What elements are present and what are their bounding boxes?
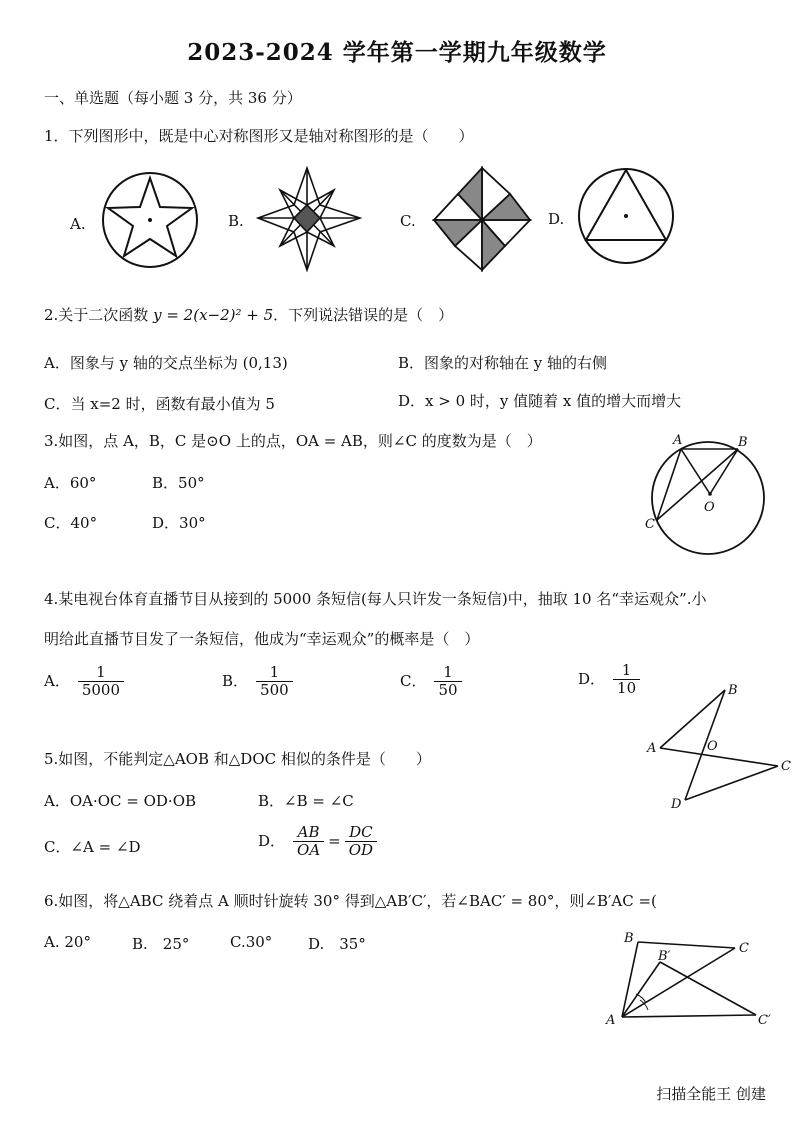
q4-option-a-num: 1	[96, 663, 106, 681]
section-heading: 一、单选题（每小题 3 分，共 36 分）	[44, 89, 302, 107]
q6-option-b: B. 25°	[132, 935, 190, 953]
q3-label-b: B	[738, 435, 748, 450]
q5-option-c: C．∠A = ∠D	[44, 838, 141, 856]
q5-option-d-num2: DC	[349, 823, 373, 841]
q2-option-a: A．图象与 y 轴的交点坐标为 (0,13)	[44, 354, 288, 372]
q2-option-c: C．当 x=2 时，函数有最小值为 5	[44, 395, 275, 413]
q6-option-c: C.30°	[230, 933, 273, 951]
q5-option-d-label: D．	[258, 831, 286, 850]
q6-option-d: D. 35°	[308, 935, 366, 953]
q3-label-o: O	[704, 500, 715, 515]
q4-option-a-label: A．	[44, 671, 70, 690]
q6-stem: 6.如图，将△ABC 绕着点 A 顺时针旋转 30° 得到△AB′C′，若∠BAC′ = 80°，则∠B′AC =(	[44, 892, 657, 910]
q5-label-b: B	[728, 683, 738, 698]
q6-label-c: C	[739, 941, 749, 956]
q5-label-o: O	[707, 739, 718, 754]
scanner-watermark: 扫描全能王 创建	[656, 1085, 766, 1103]
q5-option-d-den1: OA	[293, 841, 324, 859]
q2-option-d: D．x > 0 时，y 值随着 x 值的增大而增大	[398, 392, 682, 410]
q4-option-b-num: 1	[269, 663, 280, 681]
q3-stem: 3.如图，点 A，B，C 是⊙O 上的点，OA = AB，则∠C 的度数为是（ ）	[44, 432, 542, 450]
q4-option-b-label: B．	[222, 671, 249, 690]
q6-label-b-prime: B′	[658, 949, 671, 964]
q1-label-c: C.	[400, 212, 416, 230]
q4-stem-line1: 4.某电视台体育直播节目从接到的 5000 条短信(每人只许发一条短信)中，抽取 10 名“幸运观众”.小	[44, 590, 707, 608]
q5-label-d: D	[671, 797, 682, 812]
q1-label-a: A.	[70, 215, 86, 233]
q5-option-d-equals: =	[328, 831, 341, 850]
q5-option-d-den2: OD	[345, 841, 377, 859]
q3-option-b: B．50°	[152, 474, 205, 492]
q5-option-b: B．∠B = ∠C	[258, 792, 354, 810]
q6-label-c-prime: C′	[758, 1013, 771, 1028]
q4-option-c-num: 1	[443, 663, 453, 681]
q4-option-d-label: D．	[578, 669, 606, 688]
q1-label-d: D.	[548, 210, 565, 228]
q6-label-b: B	[624, 931, 634, 946]
q4-option-a-den: 5000	[78, 681, 124, 699]
q4-option-b-den: 500	[256, 681, 293, 699]
q6-option-a: A. 20°	[44, 933, 91, 951]
q4-option-d-num: 1	[621, 661, 632, 679]
q5-option-d-num1: AB	[297, 823, 320, 841]
q4-option-d-den: 10	[613, 679, 640, 697]
page-title: 2023-2024 学年第一学期九年级数学	[187, 39, 607, 66]
q3-label-a: A	[673, 433, 683, 448]
q4-option-c-den: 50	[434, 681, 461, 699]
q5-label-c: C	[781, 759, 791, 774]
q2-stem-suffix: ．下列说法错误的是（ ）	[273, 306, 454, 324]
q4-stem-line2: 明给此直播节目发了一条短信，他成为“幸运观众”的概率是（ ）	[44, 630, 480, 648]
q5-label-a: A	[647, 741, 657, 756]
q5-option-a: A．OA·OC = OD·OB	[44, 792, 197, 810]
q2-stem-prefix: 2.关于二次函数	[44, 306, 154, 324]
q1-stem: 1．下列图形中，既是中心对称图形又是轴对称图形的是（ ）	[44, 127, 474, 145]
q6-label-a: A	[606, 1013, 616, 1028]
q3-label-c: C	[645, 517, 655, 532]
q4-option-c-label: C．	[400, 671, 427, 690]
q3-option-d: D．30°	[152, 514, 206, 532]
q2-option-b: B．图象的对称轴在 y 轴的右侧	[398, 354, 608, 372]
q2-formula: y = 2(x−2)² + 5	[153, 306, 274, 324]
q1-label-b: B.	[228, 212, 244, 230]
q5-stem: 5.如图，不能判定△AOB 和△DOC 相似的条件是（ ）	[44, 750, 431, 768]
q3-option-c: C．40°	[44, 514, 98, 532]
q3-option-a: A．60°	[44, 474, 97, 492]
